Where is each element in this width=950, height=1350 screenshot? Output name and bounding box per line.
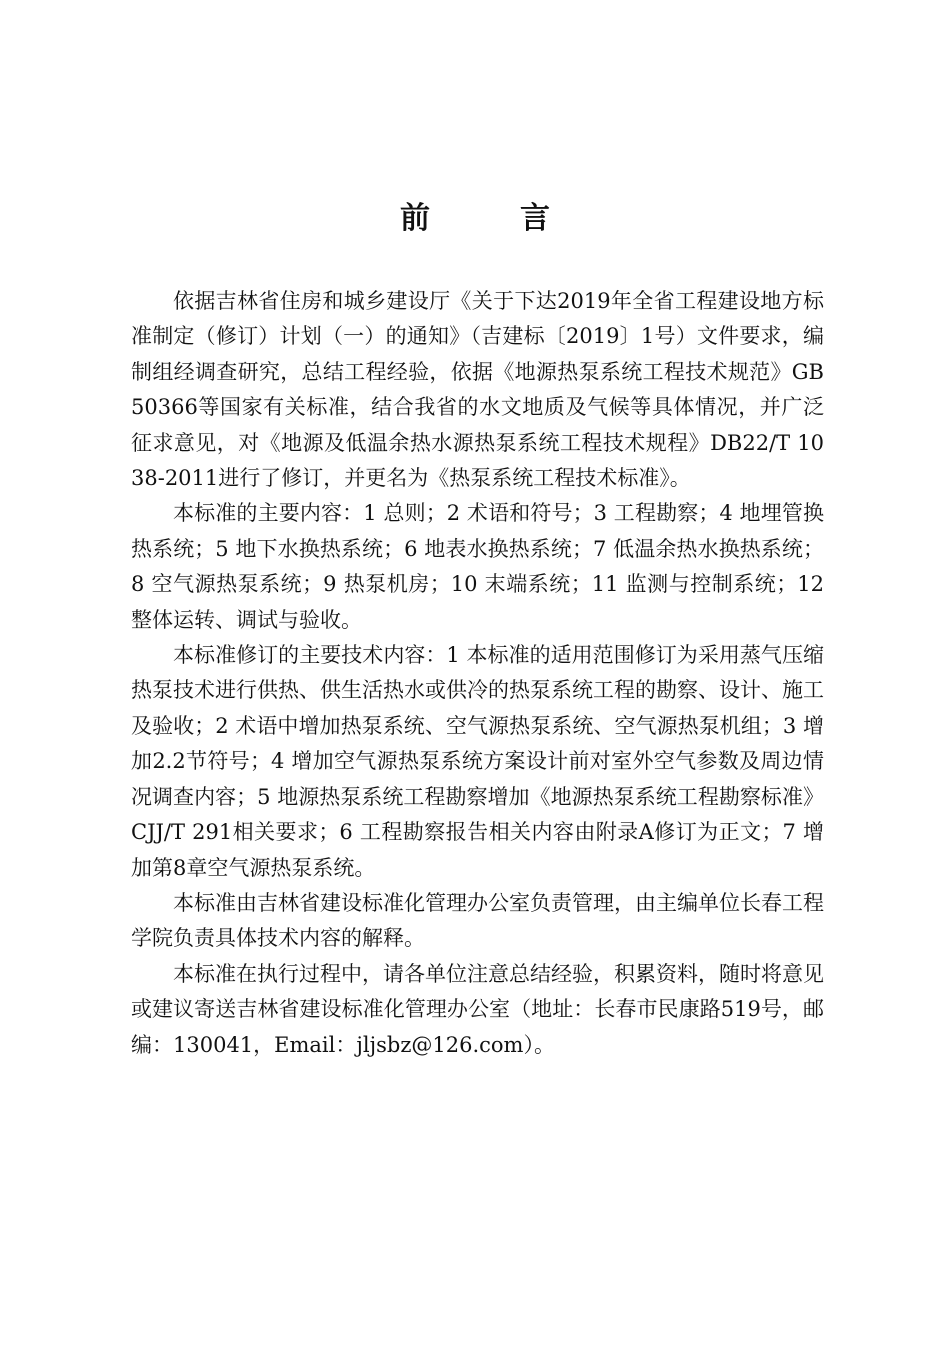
- page-title: 前 言: [400, 201, 580, 236]
- paragraph-management: 本标准由吉林省建设标准化管理办公室负责管理，由主编单位长春工程学院负责具体技术内容的解释。: [131, 890, 824, 951]
- paragraph-revision-contents: 本标准修订的主要技术内容：1 本标准的适用范围修订为采用蒸气压缩热泵技术进行供热、供生活热水或供冷的热泵系统工程的勘察、设计、施工及验收；2 术语中增加热泵系统、空气源热泵系统、空气源热泵机组；3 增加2.2节符号；4 增加空气源热泵系统方案设计前对室外空气参数及周边情况调查内容；5 地源热泵系统工程勘察增加《地源热泵系统工程勘察标准》CJJ/T 291相关要求；6 工程勘察报告相关内容由附录A修订为正文；7 增加第8章空气源热泵系统。: [131, 643, 824, 880]
- paragraph-basis: 依据吉林省住房和城乡建设厅《关于下达2019年全省工程建设地方标准制定（修订）计划（一）的通知》（吉建标〔2019〕1号）文件要求，编制组经调查研究，总结工程经验，依据《地源热泵系统工程技术规范》GB 50366等国家有关标准，结合我省的水文地质及气候等具体情况，并广泛征求意见，对《地源及低温余热水源热泵系统工程技术规程》DB22/T 1038-2011进行了修订，并更名为《热泵系统工程技术标准》。: [131, 289, 824, 491]
- body-text: [131, 284, 824, 1063]
- paragraph-main-contents: 本标准的主要内容：1 总则；2 术语和符号；3 工程勘察；4 地埋管换热系统；5 地下水换热系统；6 地表水换热系统；7 低温余热水换热系统；8 空气源热泵系统；9 热泵机房；10 末端系统；11 监测与控制系统；12 整体运转、调试与验收。: [131, 501, 824, 632]
- paragraph-contact: 本标准在执行过程中，请各单位注意总结经验，积累资料，随时将意见或建议寄送吉林省建设标准化管理办公室（地址：长春市民康路519号，邮编：130041，Email：jljsbz@126.com）。: [131, 961, 824, 1057]
